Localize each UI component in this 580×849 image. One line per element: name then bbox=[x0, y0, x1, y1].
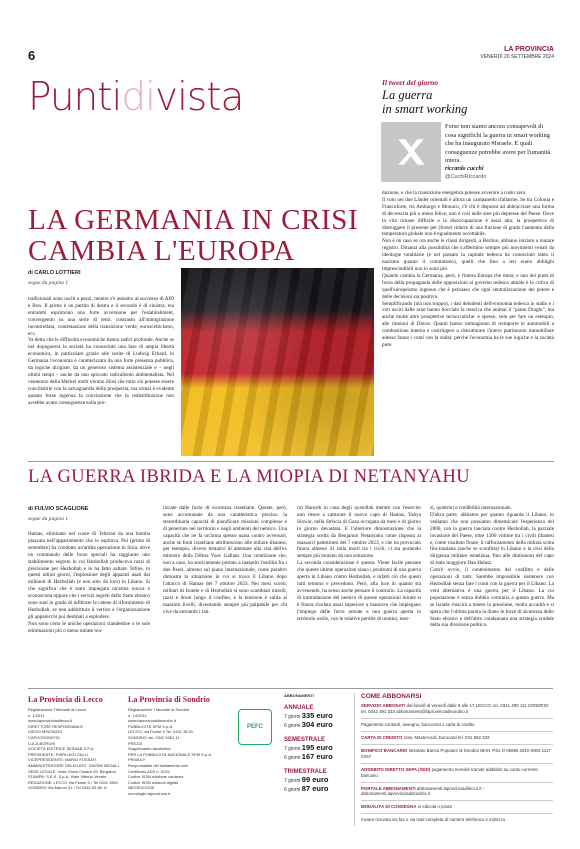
price-days: 6 giorni bbox=[284, 755, 301, 762]
colophon bbox=[28, 688, 553, 838]
tweet-kicker: Il tweet del giorno bbox=[382, 78, 439, 87]
price-block bbox=[284, 769, 346, 794]
price-days: 7 giorni bbox=[284, 713, 301, 720]
price-row bbox=[284, 720, 346, 730]
colophon-line: DIRETTORE RESPONSABILE bbox=[28, 723, 84, 729]
divider bbox=[28, 461, 554, 462]
subs-item-head: BONIFICO BANCARIO bbox=[361, 747, 408, 753]
colophon-line: www.laprovinciadisondrio.it bbox=[128, 718, 177, 724]
subs-item bbox=[361, 735, 553, 741]
price-row bbox=[284, 711, 346, 721]
how-to-subscribe bbox=[354, 693, 553, 826]
colophon-line: necrologie.laprovincia.it bbox=[128, 790, 170, 796]
colophon-line: PER LA PUBBLICITÀ NAZIONALE SPM S.p.A. bbox=[128, 751, 213, 757]
price-amount: 195 euro bbox=[301, 742, 333, 752]
colophon-line: Codice ISSN edizione cartacea bbox=[128, 774, 184, 780]
page-number: 6 bbox=[28, 48, 36, 63]
colophon-line: PUBBLICITÀ SPM S.p.A. bbox=[128, 723, 174, 729]
paper-masthead bbox=[480, 46, 554, 60]
article1-byline: di CARLO LOTTIERI bbox=[28, 270, 81, 276]
colophon-line: SONDRIO Via Maroni 31 / Tel 0342 53 86 11 bbox=[28, 785, 108, 791]
colophon-line: SONDRIO: tel. 0342 5351 11 bbox=[128, 734, 180, 740]
prices-list bbox=[284, 705, 346, 794]
price-block bbox=[284, 705, 346, 730]
issue-date: VENERDÌ 20 SETTEMBRE 2024 bbox=[480, 54, 554, 60]
colophon-lecco-details bbox=[28, 707, 120, 791]
section-title-part1: Punti bbox=[28, 75, 122, 120]
colophon-line: PRIVACY bbox=[128, 757, 146, 763]
colophon-line: DIEGO MINONZIO bbox=[28, 729, 62, 735]
price-period: SEMESTRALE bbox=[284, 736, 326, 743]
subs-item-head: MODALITÀ DI CONSEGNA bbox=[361, 804, 417, 810]
prices-heading: ABBONAMENTI bbox=[284, 693, 314, 698]
subs-item-text: Visa, Mastercard, Eurocard tel. 031 582 333 bbox=[403, 734, 490, 740]
price-block bbox=[284, 737, 346, 762]
section-title-part3: vista bbox=[155, 75, 244, 120]
subscription-prices bbox=[284, 693, 346, 801]
colophon-sondrio-details bbox=[128, 707, 230, 797]
price-period: ANNUALE bbox=[284, 704, 314, 711]
colophon-line: CAPOCRONISTA bbox=[28, 734, 60, 740]
tweet-author: riccardo cucchi bbox=[445, 166, 484, 172]
article2-column-2: lizzate dalle forze di sicurezza israeliane. Queste, però, sono accomunate da una caratteristica precisa: la straordinaria capacità di pianificare missioni complesse e di penetrare nel territorio e negli ambienti del nemico. Una capacità che ne fa un'arma spesso usata contro avversari, anche se fonti israeliane attribuiscono alle milizie libanesi, per esempio, diversi tentativi di attentare alla vita dell'ex ministro della Difesa Yoav Gallant. Una condizione che, non a caso, ha storicamente portato a inaspriti l'ostilità fra i due Paesi, almeno sul piano internazionale, come peraltro dimostra la situazione in cui si trova il Libano dopo l'attacco di Hamas del 7 ottobre 2023. Nei mesi scorsi, militari di Israele e di Hezbollah si sono scambiati missili, razzi e droni lungo il confine, e la tensione è salita ai massimi livelli, diventando sempre più palpabile per chi vive da entrambi i lati. bbox=[163, 505, 287, 615]
price-amount: 87 euro bbox=[301, 784, 329, 794]
price-row bbox=[284, 752, 346, 762]
price-days: 6 giorni bbox=[284, 723, 301, 730]
subs-item bbox=[361, 703, 553, 715]
section-title-part2: di bbox=[121, 75, 155, 120]
colophon-line: PRESIDENTE: PIERLUIGI GALLI bbox=[28, 751, 89, 757]
subs-item-head: PORTALE ABBONAMENTI bbox=[361, 785, 416, 791]
subs-separator bbox=[361, 763, 553, 764]
subs-list bbox=[361, 703, 553, 823]
article2-continued: segue da pagina 1 bbox=[28, 516, 69, 522]
subs-item bbox=[361, 786, 553, 798]
subs-item bbox=[361, 817, 553, 823]
colophon-line: NECROLOGIE bbox=[128, 785, 155, 791]
subs-item-text: Intestato Banca Popolare di Sondrio IBAN IT61 O 05696 2910 0000 1117 2X57 bbox=[361, 747, 551, 759]
price-days: 7 giorni bbox=[284, 745, 301, 752]
colophon-line: Supplemento facoltativo bbox=[128, 746, 171, 752]
price-row bbox=[284, 784, 346, 794]
tweet-handle: @CuchiRiccardo bbox=[445, 174, 487, 180]
article2-column-3: ra) Hanyeh in casa degli ayatollah mentre con l'esercito non riesce a catturare il nuovo capo di Hamas, Yahya Sinwar, nella Striscia di Gaza occupata da mesi e di giorno in giorno devastata. E l'ulteriore dimostrazione che la strategia scelta da Benjamin Netanyahu come risposta ai massacri palestinesi del 7 ottobre 2023, e che ha provocato finora almeno 41 mila morti tra i civili, ci sta portando sempre più lontano da una soluzione. La seconda considerazione è questa. Viene facile pensare che queste ultime operazioni siano i prodromi di una guerra aperta in Libano contro Hezbollah, e infatti ciò che questi tutti temono e prevedono. Però, alla luce di quanto sta avvenendo, ha senso anche pensare il contrario. La capacità di intimidazione del nemico di queste operazioni mirate si è finora rivelata assai superiore a manovre che impiegano l'impiego delle forze armate e una guerra aperta in territorio ostile, con le relative perdite di uomini, mez- bbox=[297, 505, 421, 622]
article2-byline: di FULVIO SCAGLIONE bbox=[28, 506, 89, 512]
price-amount: 304 euro bbox=[301, 720, 333, 730]
price-amount: 167 euro bbox=[301, 752, 333, 762]
subs-item-text: in edicola o posta bbox=[417, 804, 452, 810]
subs-separator bbox=[361, 731, 553, 732]
colophon-line: Certificato ADS n. 9125 bbox=[128, 768, 170, 774]
subs-separator bbox=[361, 813, 553, 814]
article1-continued: segue da pagina 1 bbox=[28, 280, 69, 286]
subs-item bbox=[361, 767, 553, 779]
colophon-lecco bbox=[28, 695, 120, 791]
subs-separator bbox=[361, 800, 553, 801]
colophon-line: Registrazione Tribunale di Sondrio bbox=[128, 707, 190, 712]
colophon-sondrio-title: La Provincia di Sondrio bbox=[128, 695, 210, 704]
colophon-line: STAMPA: S.E.S. S.p.A. Viale Vittorio Veneto bbox=[28, 774, 107, 780]
tweet-text: Forse non siamo ancora consapevoli di cosa significhi la guerra in smart working che ha inaugurato #Israele. E quali conseguenze potrebbe avere per l'umanità intera. bbox=[445, 123, 551, 164]
section-title bbox=[28, 75, 244, 120]
colophon-line: PREZZI bbox=[128, 740, 143, 746]
subs-heading: COME ABBONARSI bbox=[361, 693, 422, 700]
colophon-line: SEDE LEGALE: Viale Giulio Cesare 29, Bergamo bbox=[28, 768, 116, 774]
colophon-line: VICEPRESIDENTE: MARIO FOSSATI bbox=[28, 757, 97, 763]
pefc-logo bbox=[238, 709, 272, 745]
price-row bbox=[284, 775, 346, 785]
colophon-line: LECCO: via Fiume 3 Tel. 0341 35 91 bbox=[128, 729, 194, 735]
subs-separator bbox=[361, 744, 553, 745]
colophon-line: Codice ISSN edizioni digitali bbox=[128, 779, 179, 785]
subs-item-text: dal lunedì al venerdì dalle 9 alle 17 LECCO: tel. 0341 490 111 SONDRIO: tel. 0342 391 333 abbonamenti@laprovinciadisondrio.it bbox=[361, 703, 550, 714]
price-amount: 99 euro bbox=[301, 774, 329, 784]
price-amount: 335 euro bbox=[301, 710, 333, 720]
colophon-line: SOCIETÀ EDITRICE SESAAB S.P.A. bbox=[28, 746, 95, 752]
colophon-line: n. 1/2011 bbox=[28, 712, 45, 718]
colophon-sondrio bbox=[128, 695, 230, 797]
colophon-line: AMMINISTRATORE DELEGATO: DAVIDE BEGALI bbox=[28, 762, 119, 768]
article1-headline: LA GERMANIA IN CRISI CAMBIA L'EUROPA bbox=[28, 204, 359, 268]
subs-item-head: ADDEBITO DIRETTO SEPA (SDD) bbox=[361, 766, 431, 772]
subs-separator bbox=[361, 718, 553, 719]
tweet-body bbox=[381, 123, 554, 166]
subs-item-head: CARTA DI CREDITO bbox=[361, 734, 403, 740]
article1-column-3: duzione, e che la transizione energetica potesse avvenire a costo zero. Il voto nei due Länder orientali è allora un campanello d'allarme. Se tra Colonia e Francoforte, tra Amburgo e Monaco, c'è chi è disposto ad abbracciare una forma di decrescita più o meno felice, non è così nelle aree più depresse del Paese. Dove la vita rimane difficile e la disoccupazione è assai alta, la prospettiva di distruggere il presente per (forse) ridurre di una frazione di grado l'aumento della temperatura globale non è egualmente accettabile. Non è un caso se ora anche le classi dirigenti, a Berlino, abbiano iniziato a mutare registro. Dinanzi alla possibilità che s'affermino sempre più movimenti venati da ideologie totalitarie (e nel passato la capitale tedesca ha conosciuto tanto il nazismo quanto il comunismo), quelli che fino a ieri erano obblighi imprescindibili non lo sono più. Quando cambia la Germania, però, è l'intera Europa che muta; e uno dei punti di forza della propaganda delle opposizioni al governo tedesco attuale è la critica di quell'europeismo ingenuo che è persuaso che ogni centralizzazione del potere e delle decisioni sia positiva. Semplificando (ma non troppo), i dati deludenti dell'economia tedesca in stallo e i voti usciti dalle urne hanno bocciato la retorica che animai il "piano Draghi", ma anche molte altre prospettive tecnocratiche: e spesso, solo per fare un esempio, alle riunioni di Davos. Quanti hanno immaginato di reimporre le automobili a combustione interna e costringere a ristrutturare l'intero patrimonio immobiliare adesso fanno i conti con la realtà: perché l'economia ha le sue logiche e la società pure. bbox=[382, 190, 554, 348]
subs-item-text: Pagamento contanti, assegno, bancomat o carta di credito bbox=[361, 721, 475, 727]
tweet-title: La guerra in smart working bbox=[382, 88, 468, 117]
subs-item-text: pagamento mensile tramite addebito su conto corrente bancario bbox=[361, 766, 538, 778]
subs-item bbox=[361, 722, 553, 728]
price-row bbox=[284, 743, 346, 753]
colophon-line: www.laprovinciadilecco.it bbox=[28, 718, 73, 724]
article2-column-1: Hamas, eliminato nel cuore di Teheran da una bomba piazzata nell'appartamento che lo ospitava. Poi (primo di settembre) ha condotto un'ardita operazione in Siria, dove un commando delle forze speciali ha raggiunto uno stabilimento segreto in cui Hezbollah produceva razzi di precisione per Hezbollah e lo ha fatto saltare. Infine, in questi ultimi giorni, l'esplosione degli apparati usati dai militanti di Hezbollah (e non solo da loro) in Libano. Si che significa che è stato impiegata un'arma nuova e sconosciuta oppure che i servizi segreti dello Stato ebraico sono stati in grado di infiltrare le catene di rifornimento di Hezbollah, se non addirittura il vertice e l'organizzazione gli apparecchi poi destinati a esplodere. Non sono certo le uniche operazioni clandestine o le sole eliminazioni più o meno mirate rea- bbox=[28, 531, 150, 634]
colophon-line: LUCA BORGHI bbox=[28, 740, 56, 746]
article2-headline: LA GUERRA IBRIDA E LA MIOPIA DI NETANYAHU bbox=[28, 467, 470, 487]
article2-column-4: zi, quattrini e credibilità internazionale. D'altra parte, abbiamo per quanto riguarda il Libano, lo vediamo che non possiamo dimenticare l'esperienza del 2006, con la guerra lanciata contro Hezbollah, la parziale invasione del Paese, oltre 1200 vittime tra i civili libanesi e, come risultato finale, il rafforzamento della milizia sciita filo-iraniana (anche se sconfitta) in Libano e la crisi della dirigenza militare israeliana, fino alle dimissioni del capo di stato maggiore Dan Halutz. Com'è ovvio, il contenimento del conflitto e delle operazioni di tutti. Sarebbe impossibile sostenere con Hezbollah senza fare i conti con la guerra per il Libano. La vera alternativa è una guerra per il Libano. La cui popolazione è senza dubbio contraria a questa guerra. Ma se Israele riuscirà a tenere la pressione, molto accadrà e si spera che l'ultima parola la diano le forze di sicurezza dello Stato ebraico e dell'altro condannata una strategia crudele della sua direzione politica. bbox=[430, 505, 554, 629]
article1-column-1: tradizionali sono usciti a pezzi, mentre s'è assistito al successo di AfD e Bsw. Il primo è un partito di destra e il secondo è di sinistra, ma entrambi esprimono una forte avversione per l'establishment, convergendo su una serie di temi: contrasto all'immigrazione incontrollata, contestazione della transizione verde, euroscetticismo, ecc. Va detto che le difficoltà economiche hanno radici profonde. Anche se nel dopoguerra la società ha conosciuto una fase di ampia libertà economica, in particolare grazie alle scelte di Ludwig Erhard, in Germania l'economia è caratterizzata da una forte presenza pubblica, da logiche dirigiste, da un generoso sistema assistenziale e – negli ultimi tempi – anche da uno spiccato radicalismo ambientalista. Nel ventennio della Merkel molti s'erano illusi che tutto ciò potesse essere conciliabile con la salvaguardia della prosperità, ma ormai è evidente quanto fosse ingenua la convinzione che la redistribuzione non avrebbe avuto conseguenze sulla pro- bbox=[28, 296, 174, 406]
colophon-lecco-title: La Provincia di Lecco bbox=[28, 695, 103, 704]
subs-item-text: abbonamenti.laprovinciadilecco.it - abbonamenti.laprovinciadisondrio.it bbox=[361, 785, 485, 797]
colophon-line: REDAZIONE: LECCO Via Fiume 3 / Tel 0341 3591 bbox=[28, 779, 119, 785]
colophon-line: Registrazione Tribunale di Lecco bbox=[28, 707, 87, 712]
subs-separator bbox=[361, 782, 553, 783]
german-flag-photo bbox=[181, 268, 374, 456]
paper-name: LA PROVINCIA bbox=[504, 46, 554, 53]
price-days: 7 giorni bbox=[284, 777, 301, 784]
subs-item bbox=[361, 804, 553, 810]
colophon-line: Responsabile del trattamento dati bbox=[128, 762, 188, 768]
colophon-line: n. 14/2011 bbox=[128, 712, 147, 718]
pefc-icon: PEFC bbox=[238, 709, 272, 745]
subs-item-text: Inviare ricevuta via fax o via mail completa di numero telefonico e indirizzo bbox=[361, 817, 506, 823]
price-period: TRIMESTRALE bbox=[284, 768, 327, 775]
subs-item bbox=[361, 748, 553, 760]
subs-item-head: SERVIZIO ABBONATI bbox=[361, 703, 406, 708]
price-days: 6 giorni bbox=[284, 787, 301, 794]
